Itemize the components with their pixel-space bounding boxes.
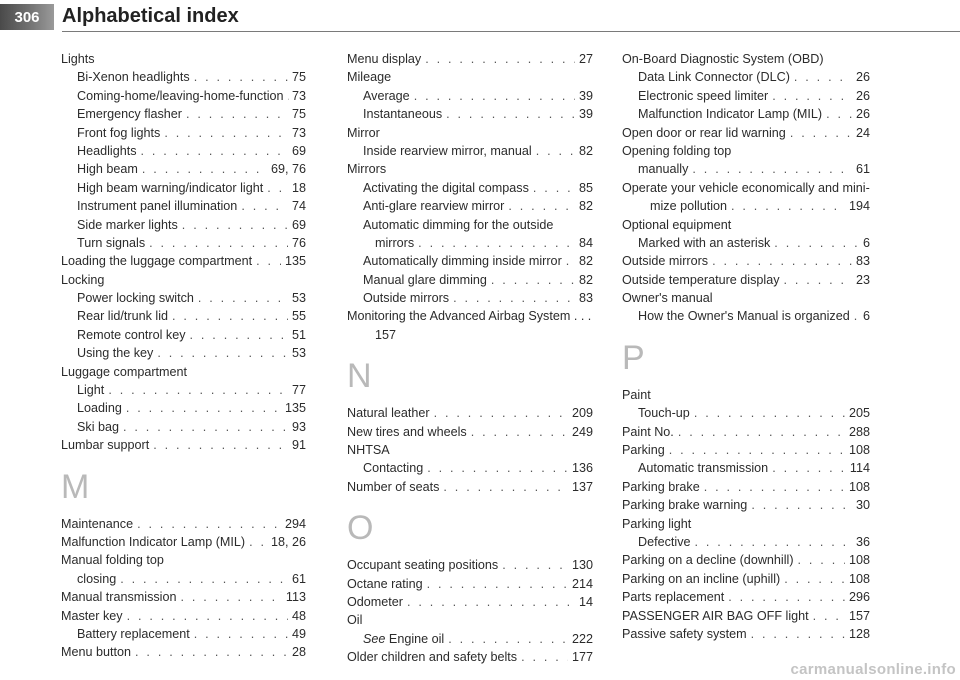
index-entry: How the Owner's Manual is organized . . . 6 xyxy=(622,307,870,325)
index-entry: Automatically dimming inside mirror . . . 82 xyxy=(347,252,593,270)
index-entry: Parking brake . . . 108 xyxy=(622,478,870,496)
index-entry: manually . . . 61 xyxy=(622,160,870,178)
index-entry: Instrument panel illumination . . . 74 xyxy=(61,197,306,215)
index-entry: Manual glare dimming . . . 82 xyxy=(347,271,593,289)
index-heading: Opening folding top xyxy=(622,143,732,158)
index-heading: NHTSA xyxy=(347,443,390,458)
index-entry: Outside mirrors . . . 83 xyxy=(622,252,870,270)
index-entry: Parking brake warning . . . 30 xyxy=(622,496,870,514)
index-entry: Octane rating . . . 214 xyxy=(347,575,593,593)
index-heading: Mirrors xyxy=(347,162,387,177)
index-heading: Locking xyxy=(61,272,105,287)
index-entry: Coming-home/leaving-home-function . . . 73 xyxy=(61,87,306,105)
index-entry: See Engine oil . . . 222 xyxy=(347,630,593,648)
index-entry: Master key . . . 48 xyxy=(61,607,306,625)
index-entry: Emergency flasher . . . 75 xyxy=(61,105,306,123)
index-heading: Mileage xyxy=(347,70,392,85)
index-entry: Defective . . . 36 xyxy=(622,533,870,551)
index-entry: Odometer . . . 14 xyxy=(347,593,593,611)
index-entry: Maintenance . . . 294 xyxy=(61,515,306,533)
index-entry: Remote control key . . . 51 xyxy=(61,326,306,344)
index-heading: Owner's manual xyxy=(622,291,713,306)
index-entry: Marked with an asterisk . . . 6 xyxy=(622,234,870,252)
index-entry: Electronic speed limiter . . . 26 xyxy=(622,87,870,105)
index-entry: Automatic transmission . . . 114 xyxy=(622,459,870,477)
index-entry: Malfunction Indicator Lamp (MIL) . . . 26 xyxy=(622,105,870,123)
index-entry: Number of seats . . . 137 xyxy=(347,478,593,496)
watermark: carmanualsonline.info xyxy=(790,661,956,678)
index-heading: Parking light xyxy=(622,516,692,531)
section-letter-p: P xyxy=(622,338,645,377)
index-entry: PASSENGER AIR BAG OFF light . . . 157 xyxy=(622,607,870,625)
index-entry: Menu button . . . 28 xyxy=(61,643,306,661)
index-entry: Parking . . . 108 xyxy=(622,441,870,459)
index-heading: On-Board Diagnostic System (OBD) xyxy=(622,52,824,66)
index-entry: Headlights . . . 69 xyxy=(61,142,306,160)
index-column-1 xyxy=(61,50,306,662)
section-letter-m: M xyxy=(61,467,90,506)
index-entry: Older children and safety belts . . . 177 xyxy=(347,648,593,666)
index-entry: Rear lid/trunk lid . . . 55 xyxy=(61,307,306,325)
index-entry: Manual transmission . . . 113 xyxy=(61,588,306,606)
index-entry: Parts replacement . . . 296 xyxy=(622,588,870,606)
index-entry: Paint No. . . . 288 xyxy=(622,423,870,441)
index-entry: Side marker lights . . . 69 xyxy=(61,216,306,234)
index-heading: Mirror xyxy=(347,125,380,140)
index-entry: High beam . . . 69, 76 xyxy=(61,160,306,178)
index-entry: Outside mirrors . . . 83 xyxy=(347,289,593,307)
index-column-2 xyxy=(347,50,593,667)
index-entry: Light . . . 77 xyxy=(61,381,306,399)
index-entry: Average . . . 39 xyxy=(347,87,593,105)
index-entry: Battery replacement . . . 49 xyxy=(61,625,306,643)
header-rule xyxy=(62,31,960,32)
index-entry: Power locking switch . . . 53 xyxy=(61,289,306,307)
index-entry: Loading . . . 135 xyxy=(61,399,306,417)
index-entry: Contacting . . . 136 xyxy=(347,459,593,477)
index-entry: Loading the luggage compartment . . . 135 xyxy=(61,252,306,270)
index-entry-wrapped: Automatic dimming for the outside xyxy=(363,217,554,232)
index-entry: Anti-glare rearview mirror . . . 82 xyxy=(347,197,593,215)
index-heading: Manual folding top xyxy=(61,553,164,568)
section-letter-n: N xyxy=(347,357,372,396)
index-entry: Ski bag . . . 93 xyxy=(61,418,306,436)
index-entry: Inside rearview mirror, manual . . . 82 xyxy=(347,142,593,160)
index-entry: Menu display . . . 27 xyxy=(347,50,593,68)
index-entry: Outside temperature display . . . 23 xyxy=(622,271,870,289)
index-entry: Using the key . . . 53 xyxy=(61,344,306,362)
index-entry-wrapped: Monitoring the Advanced Airbag System . . . xyxy=(347,309,592,324)
index-entry: Front fog lights . . . 73 xyxy=(61,124,306,142)
index-entry: Turn signals . . . 76 xyxy=(61,234,306,252)
index-entry: mize pollution . . . 194 xyxy=(622,197,870,215)
page-title: Alphabetical index xyxy=(62,5,239,27)
index-heading: Oil xyxy=(347,613,363,628)
index-entry: mirrors . . . 84 xyxy=(347,234,593,252)
index-entry: Natural leather . . . 209 xyxy=(347,404,593,422)
index-entry: Occupant seating positions . . . 130 xyxy=(347,556,593,574)
index-entry: Malfunction Indicator Lamp (MIL) . . . 18, 26 xyxy=(61,533,306,551)
index-entry: Parking on an incline (uphill) . . . 108 xyxy=(622,570,870,588)
index-heading: Optional equipment xyxy=(622,217,732,232)
index-entry: Data Link Connector (DLC) . . . 26 xyxy=(622,68,870,86)
index-entry: Parking on a decline (downhill) . . . 108 xyxy=(622,551,870,569)
index-heading: Luggage compartment xyxy=(61,364,188,379)
index-entry: Passive safety system . . . 128 xyxy=(622,625,870,643)
page-number: 306 xyxy=(0,4,54,30)
index-entry-wrapped: Operate your vehicle economically and mini- xyxy=(622,180,870,195)
index-entry: Activating the digital compass . . . 85 xyxy=(347,179,593,197)
index-entry: closing . . . 61 xyxy=(61,570,306,588)
index-heading: Paint xyxy=(622,387,651,402)
page-header xyxy=(0,0,960,34)
index-heading: Lights xyxy=(61,52,95,66)
index-entry: Bi-Xenon headlights . . . 75 xyxy=(61,68,306,86)
index-column-3 xyxy=(622,50,870,643)
index-entry-page: 157 xyxy=(375,327,397,342)
index-entry: High beam warning/indicator light . . . 18 xyxy=(61,179,306,197)
index-entry: Instantaneous . . . 39 xyxy=(347,105,593,123)
index-entry: New tires and wheels . . . 249 xyxy=(347,423,593,441)
section-letter-o: O xyxy=(347,509,374,548)
index-entry: Touch-up . . . 205 xyxy=(622,404,870,422)
index-entry: Lumbar support . . . 91 xyxy=(61,436,306,454)
index-entry: Open door or rear lid warning . . . 24 xyxy=(622,124,870,142)
